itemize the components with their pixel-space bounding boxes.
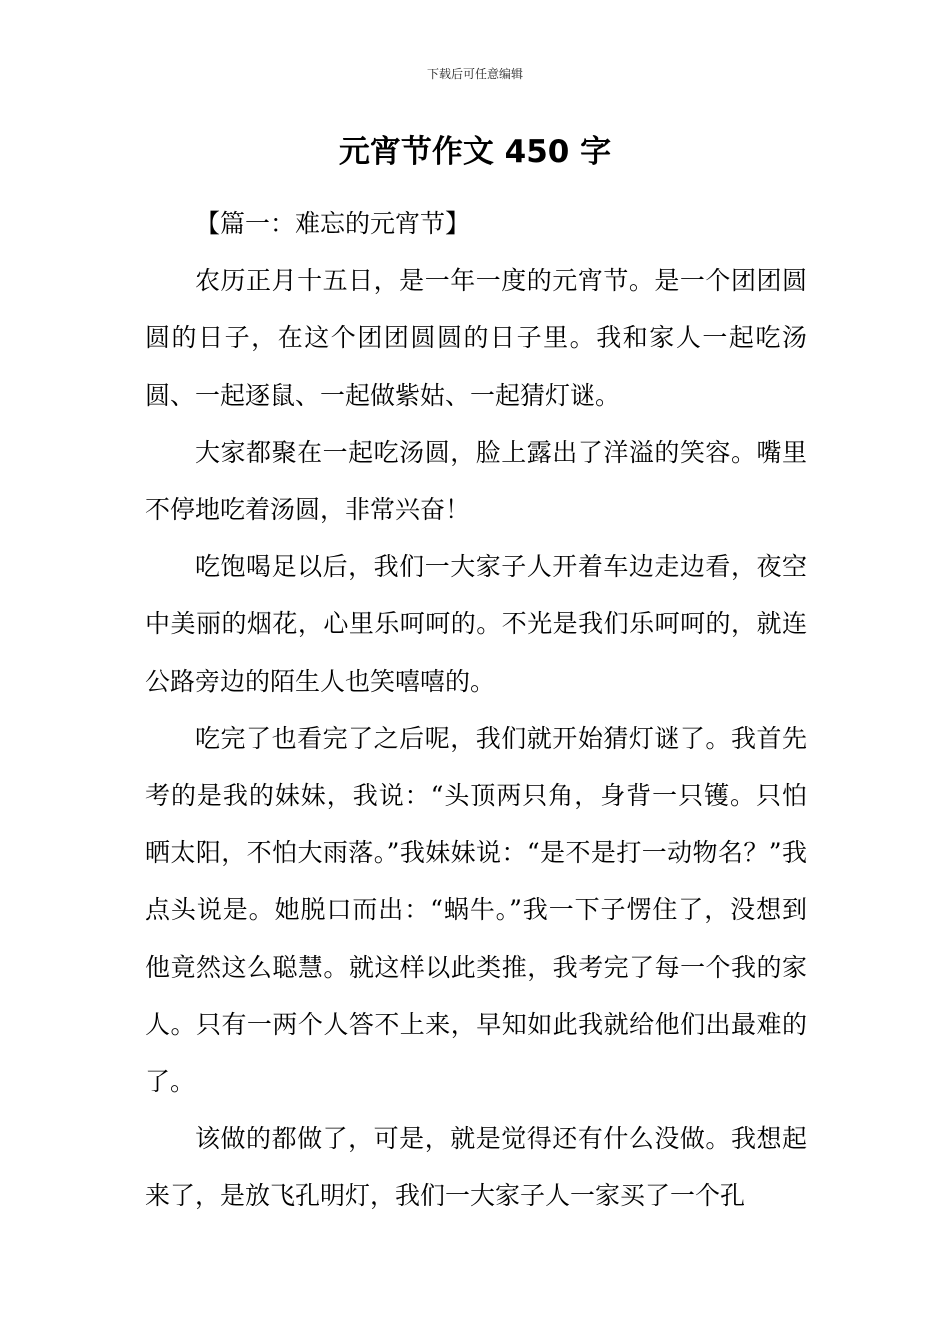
document-body [145,195,807,1225]
paragraph: 吃完了也看完了之后呢，我们就开始猜灯谜了。我首先考的是我的妹妹，我说：“头顶两只角，身背一只镬。只怕晒太阳，不怕大雨落。”我妹妹说：“是不是打一动物名？”我点头说是。她脱口而出：“蜗牛。”我一下子愣住了，没想到他竟然这么聪慧。就这样以此类推，我考完了每一个我的家人。只有一两个人答不上来，早知如此我就给他们出最难的了。 [145,723,807,1097]
document-title: 元宵节作文 450 字 [338,134,612,170]
section-heading: 【篇一：难忘的元宵节】 [195,209,471,238]
paragraph: 吃饱喝足以后，我们一大家子人开着车边走边看，夜空中美丽的烟花，心里乐呵呵的。不光是我们乐呵呵的，就连公路旁边的陌生人也笑嘻嘻的。 [145,552,807,696]
paragraph: 该做的都做了，可是，就是觉得还有什么没做。我想起来了，是放飞孔明灯，我们一大家子人一家买了一个孔 [145,1124,807,1211]
paragraph: 农历正月十五日，是一年一度的元宵节。是一个团团圆圆的日子，在这个团团圆圆的日子里。我和家人一起吃汤圆、一起逐鼠、一起做紫姑、一起猜灯谜。 [145,266,807,410]
paragraph: 大家都聚在一起吃汤圆，脸上露出了洋溢的笑容。嘴里不停地吃着汤圆，非常兴奋！ [145,437,807,525]
header-note: 下载后可任意编辑 [426,67,523,81]
